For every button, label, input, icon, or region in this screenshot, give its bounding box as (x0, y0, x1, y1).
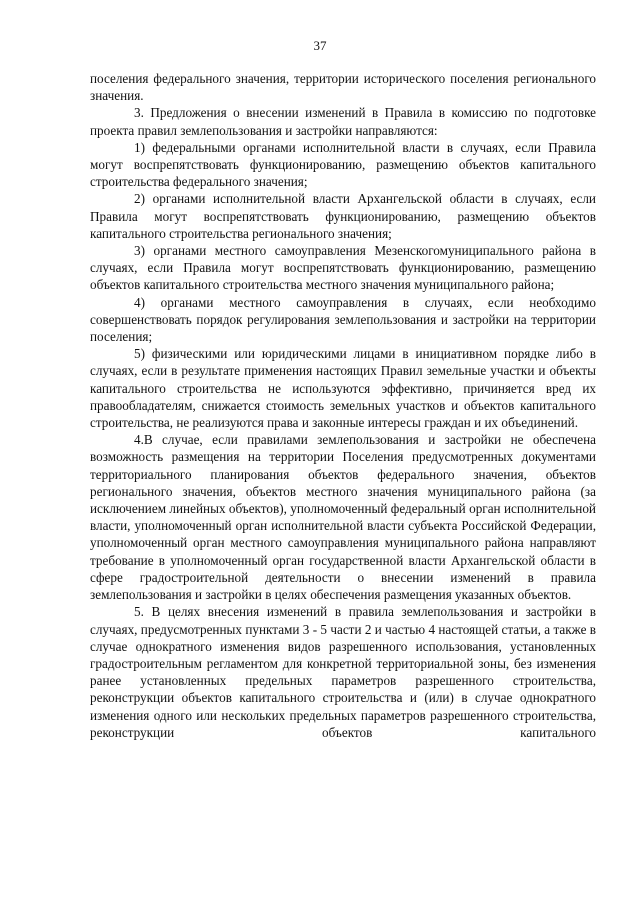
paragraph-subitem-4: 4) органами местного самоуправления в случаях, если необходимо совершенствовать порядок регулирования землепользования и застройки на территории поселения; (90, 294, 596, 345)
paragraph-continuation: поселения федерального значения, территории исторического поселения регионального значения. (90, 71, 596, 104)
paragraph-item-3: 3. Предложения о внесении изменений в Правила в комиссию по подготовке проекта правил землепользования и застройки направляются: (90, 105, 596, 138)
document-body (90, 70, 596, 741)
paragraph-subitem-3: 3) органами местного самоуправления Мезенскогомуниципального района в случаях, если Правила могут воспрепятствовать функционированию, размещению объектов капитального строительства местного значения муниципального района; (90, 243, 596, 293)
paragraph-subitem-2: 2) органами исполнительной власти Архангельской области в случаях, если Правила могут воспрепятствовать функционированию, размещению объектов капитального строительства регионального значения; (90, 191, 596, 241)
page-number: 37 (313, 38, 327, 53)
paragraph-item-5: 5. В целях внесения изменений в правила землепользования и застройки в случаях, предусмотренных пунктами 3 - 5 части 2 и частью 4 настоящей статьи, а также в случае однократного изменения видов разрешенного использования, установленных градостроительным регламентом для конкретной территориальной зоны, без изменения ранее установленных предельных параметров разрешенного строительства, реконструкции объектов капитального строительства и (или) в случае однократного изменения одного или нескольких предельных параметров разрешенного строительства, реконструкции объектов капитального (90, 604, 596, 740)
paragraph-item-4: 4.В случае, если правилами землепользования и застройки не обеспечена возможность размещения на территории Поселения предусмотренных документами территориального планирования объектов федерального значения, объектов регионального значения, объектов местного значения муниципального района (за исключением линейных объектов), уполномоченный федеральный орган исполнительной власти, уполномоченный орган исполнительной власти субъекта Российской Федерации, уполномоченный орган местного самоуправления муниципального района направляют требование в уполномоченный орган государственной власти Архангельской области в сфере градостроительной деятельности о внесении изменений в правила землепользования и застройки в целях обеспечения размещения указанных объектов. (90, 432, 596, 603)
paragraph-subitem-1: 1) федеральными органами исполнительной власти в случаях, если Правила могут воспрепятствовать функционированию, размещению объектов капитального строительства федерального значения; (90, 139, 596, 190)
paragraph-subitem-5: 5) физическими или юридическими лицами в инициативном порядке либо в случаях, если в результате применения настоящих Правил земельные участки и объекты капитального строительства не используются эффективно, причиняется вред их правообладателям, снижается стоимость земельных участков и объектов капитального строительства, не реализуются права и законные интересы граждан и их объединений. (90, 346, 596, 431)
